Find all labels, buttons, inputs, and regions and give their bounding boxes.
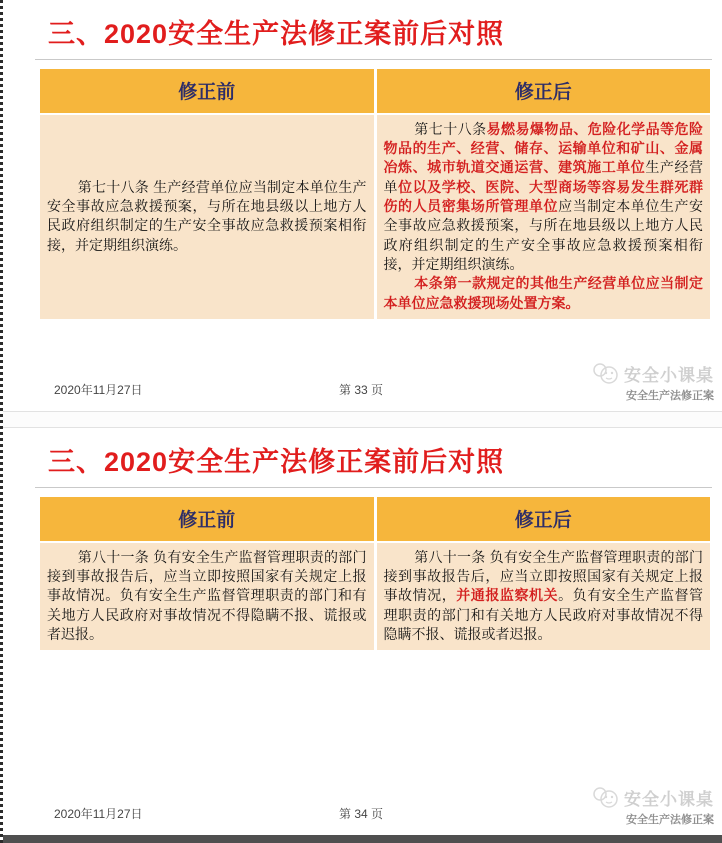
footer-page-number: 第 34 页 (338, 807, 384, 821)
page-edge-dashed-strip (0, 0, 3, 843)
cell-after-amendment: 第七十八条易燃易爆物品、危险化学品等危险物品的生产、经营、储存、运输单位和矿山、金属冶炼、城市轨道交通运营、建筑施工单位生产经营单位以及学校、医院、大型商场等容易发生群死群伤的人员密集场所管理单位应当制定本单位生产安全事故应急救援预案，与所在地县级以上地方人民政府组织制定的生产安全事故应急救援预案相衔接，并定期组织演练。 本条第一款规定的其他生产经营单位应当制定本单位应急救援现场处置方案。 (377, 115, 711, 319)
column-header-after: 修正后 (377, 69, 711, 113)
slide-33 (0, 0, 722, 412)
cell-before-amendment: 第八十一条 负有安全生产监督管理职责的部门接到事故报告后，应当立即按照国家有关规定上报事故情况。负有安全生产监督管理职责的部门和有关地方人民政府对事故情况不得隐瞒不报、谎报或者迟报。 (40, 543, 374, 651)
watermark-brand-row (574, 362, 714, 391)
cat-chat-bubbles-icon (592, 362, 622, 391)
watermark-brand-row (574, 786, 714, 815)
bottom-bar (0, 835, 722, 843)
footer-date: 2020年11月27日 (54, 807, 143, 821)
cell-before-amendment: 第七十八条 生产经营单位应当制定本单位生产安全事故应急救援预案，与所在地县级以上地方人民政府组织制定的生产安全事故应急救援预案相衔接，并定期组织演练。 (40, 115, 374, 319)
watermark-logo (574, 362, 714, 403)
column-header-before: 修正前 (40, 69, 374, 113)
slide-title: 三、2020安全生产法修正案前后对照 (48, 447, 505, 477)
column-header-after: 修正后 (377, 497, 711, 541)
watermark-subtitle: 安全生产法修正案 (626, 390, 714, 403)
footer-page-number: 第 33 页 (338, 383, 384, 397)
slide-34 (0, 428, 722, 835)
watermark-subtitle: 安全生产法修正案 (626, 814, 714, 827)
slide-title: 三、2020安全生产法修正案前后对照 (48, 19, 505, 49)
slide-separator (0, 412, 722, 428)
title-underline (35, 487, 712, 488)
footer-date: 2020年11月27日 (54, 383, 143, 397)
comparison-table (40, 69, 710, 319)
cell-after-amendment: 第八十一条 负有安全生产监督管理职责的部门接到事故报告后，应当立即按照国家有关规定上报事故情况，并通报监察机关。负有安全生产监督管理职责的部门和有关地方人民政府对事故情况不得隐瞒不报、谎报或者迟报。 (377, 543, 711, 651)
title-underline (35, 59, 712, 60)
watermark-brand-text: 安全小课桌 (624, 366, 714, 386)
cat-chat-bubbles-icon (592, 786, 622, 815)
comparison-table (40, 497, 710, 651)
watermark-logo (574, 786, 714, 827)
watermark-brand-text: 安全小课桌 (624, 790, 714, 810)
column-header-before: 修正前 (40, 497, 374, 541)
